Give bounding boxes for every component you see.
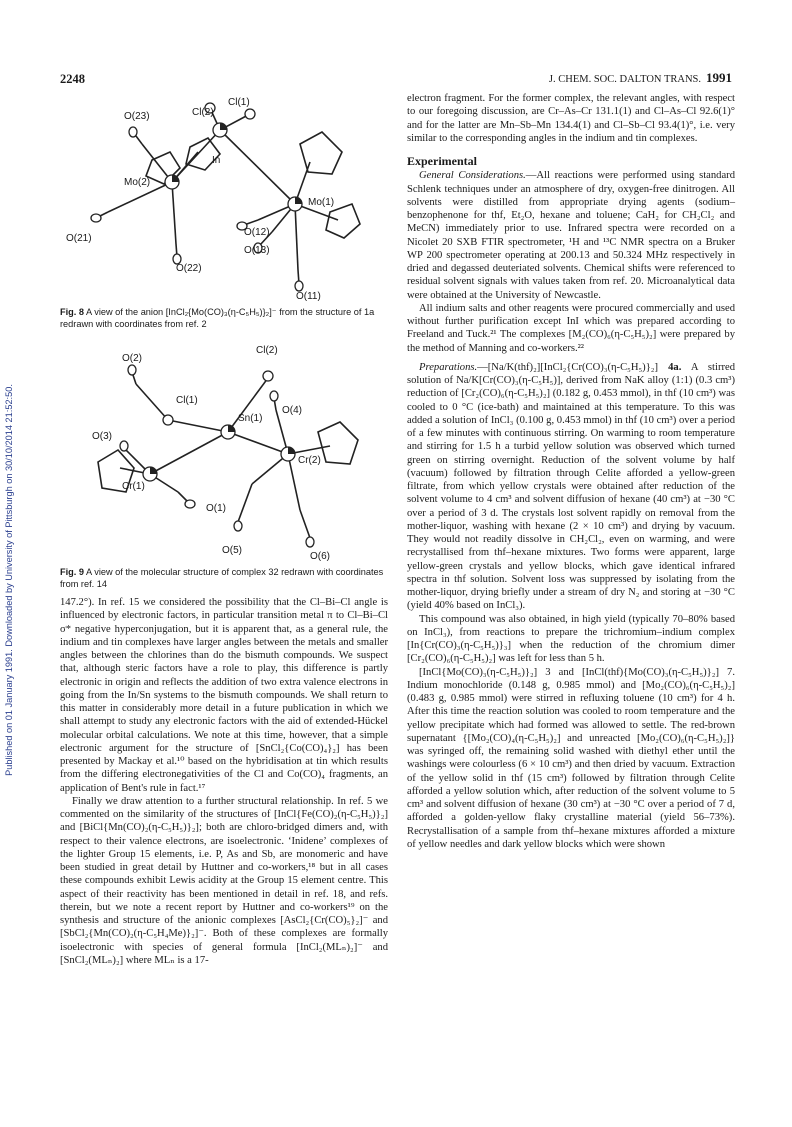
journal-header (549, 70, 732, 86)
figure-8-drawing (60, 92, 388, 307)
figure-9-caption-text: A view of the molecular structure of complex 32 redrawn with coordinates from ref. 14 (60, 567, 384, 589)
label-o1: O(1) (206, 503, 226, 514)
figure-8-caption-label: Fig. 8 (60, 307, 84, 317)
label-o12: O(12) (244, 227, 270, 238)
label-cl2: Cl(2) (192, 107, 214, 118)
figure-8-caption (60, 307, 388, 330)
figure-9 (60, 342, 388, 567)
label-in: In (212, 155, 221, 166)
download-watermark-text: Published on 01 January 1991. Downloaded by University of Pittsburgh on 30/10/2014 21:52:50. (4, 384, 14, 776)
prep-compound: 4a. (668, 361, 682, 373)
section-heading: Experimental (407, 154, 477, 168)
label-o22: O(22) (176, 263, 202, 274)
paragraph: 147.2°). In ref. 15 we considered the possibility that the Cl–Bi–Cl angle is influenced by electronic factors, in particular transition metal π to Cl–Bi–Cl σ* negative hyperconjugation, but it is apparent that, as a general rule, the indium and tin complexes have larger angles between the metals and smaller angles between the chlorines than do the bismuth compounds. We suspect that, although steric factors have a role to play, this difference is partly electronic in origin and reflects the addition of two extra valence electrons in going from the In/Sn systems to the bismuth compounds. We shall return to this matter in considerably more detail in a future publication in which we shall attempt to study any electronic factors with the aid of extended-Hückel molecular orbital calculations. We note at this time, however, that a simple electronic argument for the structure of [SnCl₂{Co(CO)₄}₂] has been presented by Mackay et al.¹⁰ based on the hybridisation at tin which results from the differing electronegativities of the Cl and Co(CO)₄ fragments, an application of Bent's rule in fact.¹⁷ (60, 597, 388, 794)
general-label: General Considerations. (419, 170, 526, 182)
label-mo1: Mo(1) (308, 197, 335, 208)
left-column (60, 92, 388, 967)
paragraph: Finally we draw attention to a further structural relationship. In ref. 5 we commented on the similarity of the structures of [InCl{Fe(CO)₂(η-C₅H₅)}₂] and [BiCl{Mn(CO)₂(η-C₅H₅)}₂]; both are chloro-bridged dimers and, with respect to their valence electrons, are isoelectronic. ‘Inidene’ complexes of the lighter Group 15 elements, i.e. P, As and Sb, are monomeric and have been studied in great detail by Huttner and co-workers,¹⁸ but in all cases these compounds exhibit Lewis acidity at the Group 15 element centre. This aspect of their reactivity has been mentioned in detail in ref. 18, and refs. therein, but we note a recent report by Huttner and co-workers¹⁹ on the synthesis and structure of the anionic complexes [AsCl₂{Cr(CO)₅}₂]⁻ and [SbCl₂{Mn(CO)₂(η-C₅H₄Me)}₂]⁻. Both of these complexes are formally isoelectronic with species of general formula [InCl₂(MLₙ)₂]⁻ and [SnCl₂(MLₙ)₂] where MLₙ is a 17- (60, 795, 388, 966)
label-o6: O(6) (310, 551, 330, 562)
paragraph: All indium salts and other reagents were procured commercially and used without further purification except InI which was prepared according to Freeland and Tuck.²¹ The complexes [M₂(CO)₆(η-C₅H₅)₂] were prepared by the method of Manning and co-workers.²² (407, 302, 735, 354)
mo-title: [InCl{Mo(CO)₃(η-C₅H₅)}₂] 3 and [InCl(thf){Mo(CO)₃(η-C₅H₅)}₂] 7. (419, 666, 735, 678)
figure-8-caption-text: A view of the anion [InCl₂{Mo(CO)₃(η-C₅H₅)}₂]⁻ from the structure of 1a redrawn with coordinates from ref. 2 (60, 307, 375, 329)
download-watermark (2, 250, 16, 910)
label-cr2: Cr(2) (298, 455, 321, 466)
figure-9-caption-label: Fig. 9 (60, 567, 84, 577)
paragraph: This compound was also obtained, in high yield (typically 70–80% based on InCl₃), from reactions to prepare the trichromium–indium complex [In{Cr(CO)₃(η-C₅H₅)}₃] when the reduction of the chromium dimer [Cr₂(CO)₆(η-C₅H₅)₂] was left for less than 5 h. (407, 613, 735, 665)
label-o23: O(23) (124, 111, 150, 122)
label-o5: O(5) (222, 545, 242, 556)
label-o3: O(3) (92, 431, 112, 442)
figure-9-drawing (60, 342, 388, 567)
left-body-text (60, 596, 388, 967)
paragraph-general (407, 169, 735, 302)
paragraph-mo (407, 666, 735, 852)
figure-9-caption (60, 567, 388, 590)
right-column (407, 92, 735, 851)
paragraph: electron fragment. For the former complex, the relevant angles, with respect to our foregoing discussion, are Cr–As–Cr 131.1(1) and Cl–As–Cl 92.6(1)° and for the latter are Mn–Sb–Mn 134.4(1) and Cl–Sb–Cl 93.4(1)°, i.e. very similar to the corresponding angles in the indium and tin complexes. (407, 93, 735, 144)
label-o2: O(2) (122, 353, 142, 364)
figure-8 (60, 92, 388, 307)
label-o11: O(11) (296, 291, 321, 302)
label-sn1: Sn(1) (238, 413, 263, 424)
label-mo2: Mo(2) (124, 177, 151, 188)
page-number: 2248 (60, 72, 85, 86)
prep-label: Preparations. (419, 361, 478, 373)
prep-text: A stirred solution of Na/K[Cr(CO)₃(η-C₅H₅)], derived from NaK alloy (1:1) (0.3 cm³) reduction of [Cr₂(CO)₆(η-C₅H₅)₂] (0.182 g, 0.453 mmol), in thf (10 cm³) was cooled to 0 °C (ice-bath) and maintained at this temperature. To this was added a solution of InCl₃ (0.100 g, 0.453 mmol) in thf (10 cm³) over a period of a few minutes with continuous stirring. On warming to room temperature and stirring for 1.5 h a turbid yellow solution was observed which turned green on stirring overnight. Reduction of the solvent volume by half (vacuum) followed by filtration through Celite afforded a yellow-green filtrate, from which yellow crystals were obtained after reduction of the solvent volume to 4 cm³ and solvent diffusion of hexane (40 cm³) at −30 °C over a period of 3 d. The crystals lost solvent rapidly on removal from the mother-liquor, washing with hexane (2 × 10 cm³) and drying by vacuum. They would not readily dissolve in CH₂Cl₂, even on warming, and were recrystallised from thf–hexane mixtures. Two forms were apparent, large yellow-green crystals and yellow blocks, which gave identical infrared spectra in thf solution. Solvent loss was suppressed by isolating from the mother-liquor, drying briefly under a stream of dry N₂ and storing at −30 °C (yield 40% based on InCl₃). (407, 361, 735, 612)
paragraph-preparation (407, 361, 735, 613)
label-cl1: Cl(1) (228, 97, 250, 108)
label-cr1: Cr(1) (122, 481, 145, 492)
mo-text: Indium monochloride (0.148 g, 0.985 mmol) and [Mo₂(CO)₆(η-C₅H₅)₂] (0.483 g, 0.985 mmol) were stirred in refluxing toluene (10 cm³) for 4 h. After this time the reaction solution was cooled to room temperature and the yellow precipitate which had formed was allowed to settle. The red-brown supernatant {[Mo₂(CO)₄(η-C₅H₅)₂] and unreacted [Mo₂(CO)₆(η-C₅H₅)₂]} was syringed off, the remaining solid washed with diethyl ether until the washings were colourless (6 × 10 cm³) and then dried by vacuum. Extraction of the yellow solid in thf (15 cm³) followed by filtration through Celite afforded a yellow solution which, after reduction of the solvent volume to 5 cm³ and solvent diffusion of hexane (30 cm³) at −30 °C over a period of 7 d, afforded a golden-yellow flaky crystalline material (yield 56–73%). Recrystallisation of a sample from thf–hexane mixtures afforded a mixture of yellow needles and dark yellow blocks which were shown (407, 679, 735, 850)
label-cl2: Cl(2) (256, 345, 278, 356)
prep-title: —[Na/K(thf)₂][InCl₂{Cr(CO)₃(η-C₅H₅)}₂] (477, 361, 659, 373)
journal-year: 1991 (706, 70, 732, 85)
label-o4: O(4) (282, 405, 302, 416)
label-o21: O(21) (66, 233, 92, 244)
general-text: —All reactions were performed using standard Schlenk techniques under an atmosphere of dry, oxygen-free dinitrogen. All solvents were distilled from appropriate drying agents (sodium–benzophenone for thf, Et₂O, hexane and toluene; CaH₂ for CH₂Cl₂ and MeCN) immediately prior to use. Infrared spectra were recorded on a Nicolet 20 SXB FTIR spectrometer, ¹H and ¹³C NMR spectra on a Bruker WP 200 spectrometer operating at 200.13 and 50.324 MHz respectively in dried and degassed deuteriated solvents. Chemical shifts were referenced to residual solvent signals with values taken from ref. 20. Microanalytical data were obtained at the University of Newcastle. (407, 170, 736, 301)
label-cl1: Cl(1) (176, 395, 198, 406)
label-o13: O(13) (244, 245, 270, 256)
journal-name: J. CHEM. SOC. DALTON TRANS. (548, 74, 701, 85)
